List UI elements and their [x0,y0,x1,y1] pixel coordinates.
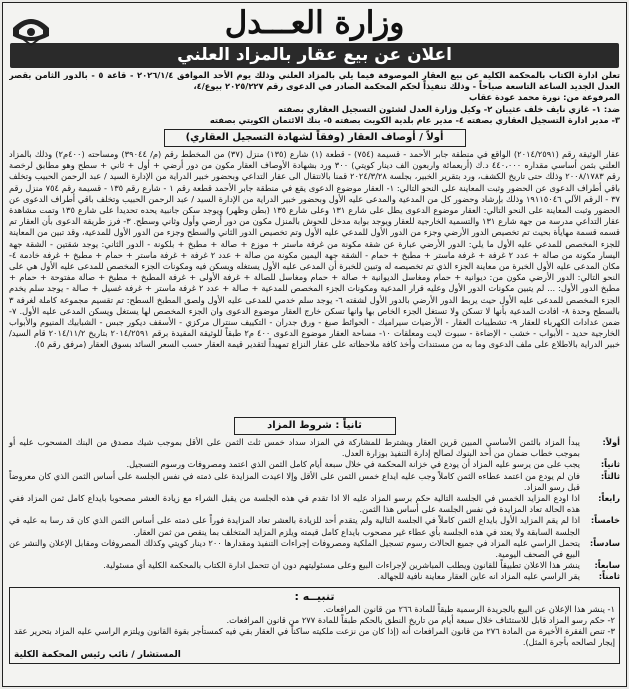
condition-item: أولاً: يبدأ المزاد بالثمن الأساسي المبين قرين العقار ويشترط للمشاركة في المزاد سداد خمس ثلث الثمن على الأقل بموجب شيك مصدق من البنك المسحوب عليه أو بموجب خطاب ضمان من أحد البنوك لصالح إدارة التنفيذ بوزارة العدل. [9,437,620,459]
notice-item: ١- ينشر هذا الإعلان عن البيع بالجريدة الرسمية طبقاً للمادة ٢٦٦ من قانون المرافعات. [323,603,615,614]
conditions-list [9,437,620,583]
condition-item: ثامناً: يقر الراسي عليه المزاد انه عاين العقار معاينة نافية للجهالة. [377,571,620,582]
defendant-line-2: ٣- مدير ادارة التسجيل العقاري بصفته ٤- مدير عام بلدية الكويت بصفته ٥- بنك الائتمان الكويتي بصفته [209,114,620,125]
kuwait-emblem-icon [9,6,53,48]
property-description: عقار الوثيقة رقم (٢٠١٤/٢٥٩١) الواقع في منطقة جابر الأحمد - قسيمة (٧٥٤) - قطعة (١) شارع (١٣٥) منزل (٣٧) من المخطط رقم (م/ ٣٩٠٤٤) ومساحته (٤٠٠م٢) وذلك بالمزاد العلني بثمن أساسي مقداره ٤٤٠،٠٠٠ د.ك (أربعمائة واربعون الف دينار كويتي) ٣٠٠ ورد بشهادة الأوصاف العقار مكون من دور أرضي + أول + ثاني + سطح وهو مطابق لرخصة رقم ٢٠٠٨/١٧٨٣ وذلك حتى تاريخ الكشف، ورد بتقرير الخبير، بجلسة ٢٠٢٤/٣/٢٨ قمنا بالانتقال الى عقار التداعي وبحضور خبير الدراية من الإدارة السيد / عبد الرحمن الحبيب وتخلف باقي أطراف الدعوى عن الحضور وثبت المعاينة على النحو التالي: ١- العقار موضوع الدعوى يقع في منطقة جابر الأحمد قطعة رقم ١ - شارع رقم ١٣٥ - قسيمة رقم ٧٥٤ منزل رقم ٣٧ - الرقم الآلي ١٩١١٥٠٤٦ وذلك بإرشاد وحضور كل من المدعية والمدعى عليه الأول وبحضور خبير الدراية من الإدارة السيد / عبد الرحمن الحبيب وتخلف باقي أطراف الدعوى عن الحضور وثبت المعاينة على النحو التالي: العقار موضوع الدعوى يطل على شارع ١٣١ وعلى شارع ١٣٥ (بطن وظهر) ويوجد سكن جانبية يحده تحديدا على شارع ١٣٥ وتمت مشاهدة عقار التداعي مدرسة من جهة شارع ١٣١ والتسمية الخارجية للعقار ويوجد بوابة مدخل للحوش بالمنزل مكون من دور أرضي وأول وثاني وسطح. ٣- فرز طريقة الدعوى بأن العقار تم قسمه قسمة مهايأة بحيث تم تخصيص الدور الأرضي وجزء من الدور الأول للمدعي عليه الأول وتم تخصيص الدور الثاني والسطح وجزء من الدور الأول للمدعية، وقد تبين من المعاينة للجزء المخصص للمدعي عليه الأول ما يلي: الدور الأرضي عبارة عن شقة مكونة من غرفة ماستر + موزع + صالة + مطبخ + بلكونة - الدور الثاني: يوجد شقتين - الشقة جهة اليسار مكونة من صالة + عدد ٢ غرفة + غرفة ماستر + مطبخ + حمام - الشقة جهة اليمين مكونة من صالة + عدد ٢ غرفة + غرفة ماستر + حمام + مطبخ + غرفة خادمة ٤- مكان المدعى عليه الأول الخبرة من معاينة الجزء الذي تم تخصيصه له وتبين للخبرة أن المدعى عليه الأول يستغله ويسكن فيه ومكونات الجزء المخصص للمدعى عليه الأول هي على النحو التالي: الدور الأرضي مكون من: ديوانية + حمام ومغاسل الديوانية + صالة + حمام ومغاسل للصالة + غرفة الأولى + غرفة المطبخ + مطبخ + صالة مفتوحة + حمام + مطبخ الدور الأول: ... لم يتبين مكونات الدور الأول وعليه قرار المدعية ومكونات الجزء المخصص للمدعية + صالة + عدد ٢ غرفة ماستر + غرفة غسيل + صالة - يوجد سلم يخدم الجزء المخصص للمدعى عليه الأول حيث يربط الدور الأرضي بالدور الأول لشقته ٦- يوجد سلم خدمي للمدعى عليه الأول ولصق المطبخ السطح: تم تقسيم مجموعة كاملة لغرفة ٣ بالسطح وحدة ٨- افادت المدعية بأنها لا تسكن ولا تستغل الجزء الخاص بها وانها تسكن خارج العقار موضوع الدعوى وان الجزء المخصص لها يستغل ويسكن المدعى عليه الأول. ٧- ضمن عدادات الكهرباء للعقار ٩- تشطيبات العقار - الأرضيات سيراميك - الحوائط صبغ - ورق جدران - التكييف سنترال مركزي - الأسقف ديكور جبس - الشبابيك المنيوم والأبواب الخارجية حديد - الأبواب - خشب - الإضاءة - سبوت لايت ومعلقات ١٠- مساحة العقار موضوع الدعوى ٤٠٠ م٢ طبقاً للوثيقة المقيدة برقم ٢٠١٤/٢٥٩١ بتاريخ ٢٠١٤/١١/٢ قام السيد/ خبير الدراية بالاطلاع على ملف الدعوى وما به من مستندات وأخذ كافة ملاحظاته على عقار النزاع تمهيداً لتقدير قيمة العقار حسب السعر السائد بسوق العقار (مرفق رقم ٥). [9,149,620,350]
condition-item: خامساً: اذا لم يقم المزايد الأول بايداع الثمن كاملاً في الجلسة التالية ولم يتقدم أحد للزيادة بالعشر تعاد المزايدة فوراً على ذمته على أساس الثمن الذي كان قد رسا به عليه في الجلسة السابقة ولا يعتد في هذه الجلسة بأي عطاء غير مصحوب بايداع كامل قيمته ويلزم المزايد المتخلف بما ينقص من ثمن العقار. [9,515,620,537]
condition-item: سادساً: يتحمل الراسي عليه المزاد في جميع الحالات رسوم تسجيل الملكية ومصروفات إجراءات التنفيذ ومقدارها ٢٠٠ دينار كويتي وكذلك المصروفات ومقابل الإعلان والنشر عن البيع في الصحف اليومية. [9,537,620,560]
condition-item: رابعاً: اذا اودع المزايد الخمس في الجلسة التالية حكم برسو المزاد عليه الا اذا تقدم في هذه الجلسة من يقبل الشراء مع زيادة العشر مصحوبا بايداع كامل ثمن المزاد ففي هذه الحالة تعاد المزايدة في نفس الجلسة على أساس هذا الثمن. [9,493,620,515]
defendant-line-1 [9,104,620,115]
intro-paragraph: تعلن ادارة الكتاب بالمحكمة الكلية عن بيع العقار الموصوفة فيما يلي بالمزاد العلني وذلك يوم الأحد الموافق ٢٠٢٦/١/٤ - قاعة ٥ - بالدور الثامن بقصر العدل الجديد الساعة التاسعة صباحاً - وذلك تنفيذاً لحكم المحكمة الصادر في الدعوى رقم ٢٠٢٥/٢٢٧ بيوع/٤، [9,70,620,92]
condition-item: سابعاً: ينشر هذا الاعلان تطبيقاً للقانون ويطلب المباشرين لإجراءات البيع وعلى مسئوليتهم دون ان تتحمل ادارة الكتاب بالمحكمة الكلية أي مسئولية. [103,560,620,571]
announcement-page [2,2,627,687]
notice-title: تنبيــه : [294,589,335,603]
requester-line: المرفوعة من: نورة محمد عودة عقاب [469,92,620,103]
condition-item: ثالثاً: فان لم يودع من اعتمد عطاءه الثمن كاملاً وجب عليه ايداع خمس الثمن على الأقل وإلا اعيدت المزايدة على ذمته في نفس الجلسة على أساس الثمن الذي كان معروضاً قبل رسو المزاد. [9,470,620,492]
parties-list [9,92,620,126]
section1-title: أولاً / أوصاف العقار (وفقاً لشهادة التسجيل العقاري) [164,129,466,147]
condition-item: ثانياً: يجب على من يرسو عليه المزاد أن يودع في خزانة المحكمة في خلال سبعة أيام كامل الثمن الذي اعتمد ومصروفات ورسوم التسجيل. [126,459,620,470]
header [3,3,626,43]
notice-item: ٢- حكم رسو المزاد قابل للاستئناف خلال سبعة أيام من تاريخ النطق بالحكم طبقاً للمادة ٢٧٧ من قانون المرافعات. [226,614,615,625]
notice-box [9,587,620,665]
section2-title: ثانياً : شروط المزاد [234,417,396,435]
announcement-title: اعلان عن بيع عقار بالمزاد العلني [10,43,619,68]
against-label: ضد: [603,103,620,114]
ministry-title: وزارة العـــدل [224,5,405,41]
notice-item: ٣- تنص الفقرة الأخيرة من المادة ٢٧٦ من قانون المرافعات أنه (إذا كان من نزعت ملكيته ساكناً في العقار بقي فيه كمستأجر بقوة القانون ويلتزم الراسي عليه المزاد بتحرير عقد إيجار لصالحه بأجرة المثل). [14,626,615,648]
signature: المستشار / نائب رئيس المحكمة الكلية [14,650,181,661]
defendants-1: ١- غازي نايف خلف عثيبان ٢- وكيل وزارة العدل لشئون التسجيل العقاري بصفته [278,103,601,114]
